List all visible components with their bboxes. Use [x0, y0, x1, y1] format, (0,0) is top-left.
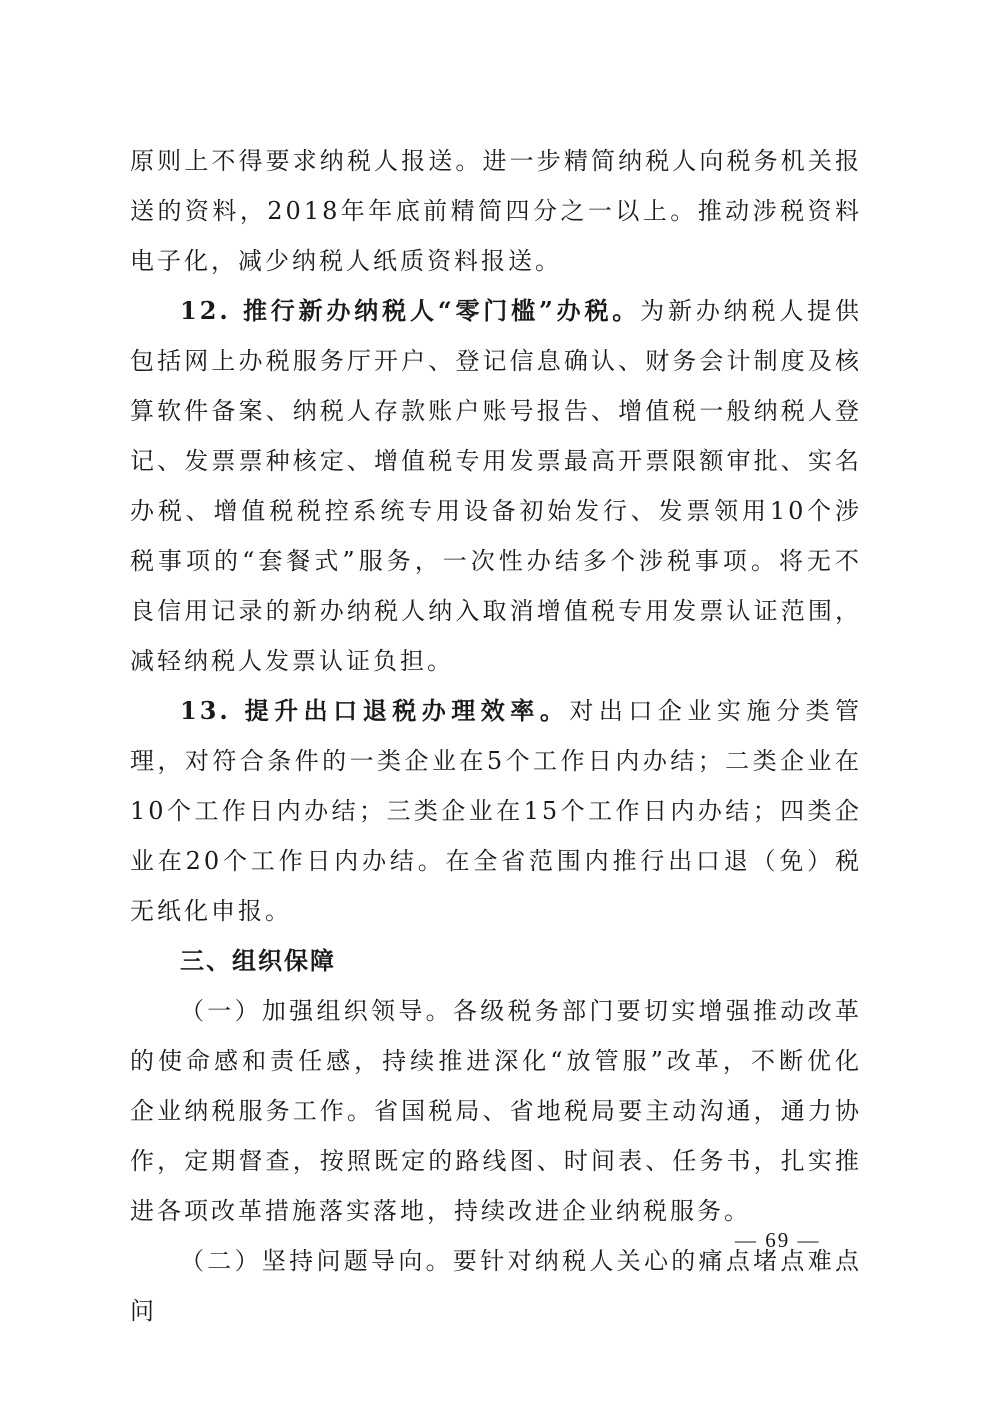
item-12-body: 为新办纳税人提供包括网上办税服务厅开户、登记信息确认、财务会计制度及核算软件备案、纳税人存款账户账号报告、增值税一般纳税人登记、发票票种核定、增值税专用发票最高开票限额审批、实名办税、增值税税控系统专用设备初始发行、发票领用10个涉税事项的“套餐式”服务，一次性办结多个涉税事项。将无不良信用记录的新办纳税人纳入取消增值税专用发票认证范围，减轻纳税人发票认证负担。: [130, 297, 863, 675]
paragraph-organization-leadership: （一）加强组织领导。各级税务部门要切实增强推动改革的使命感和责任感，持续推进深化“放管服”改革，不断优化企业纳税服务工作。省国税局、省地税局要主动沟通，通力协作，定期督查，按照既定的路线图、时间表、任务书，扎实推进各项改革措施落实落地，持续改进企业纳税服务。: [130, 997, 862, 1225]
item-13-title: 13. 提升出口退税办理效率。: [180, 696, 570, 725]
paragraph-continuation: 原则上不得要求纳税人报送。进一步精简纳税人向税务机关报送的资料，2018年年底前精简四分之一以上。推动涉税资料电子化，减少纳税人纸质资料报送。: [130, 147, 862, 275]
paragraph-problem-orientation: （二）坚持问题导向。要针对纳税人关心的痛点堵点难点问: [130, 1247, 862, 1325]
paragraph-item-12: [130, 286, 862, 686]
document-body: [130, 136, 862, 1336]
item-13-body: 对出口企业实施分类管理，对符合条件的一类企业在5个工作日内办结；二类企业在10个工作日内办结；三类企业在15个工作日内办结；四类企业在20个工作日内办结。在全省范围内推行出口退（免）税无纸化申报。: [130, 697, 863, 925]
item-12-title: 12. 推行新办纳税人“零门槛”办税。: [180, 296, 641, 325]
page-number: — 69 —: [735, 1228, 821, 1252]
paragraph-item-13: [130, 686, 862, 936]
section-heading-3: 三、组织保障: [180, 947, 336, 975]
